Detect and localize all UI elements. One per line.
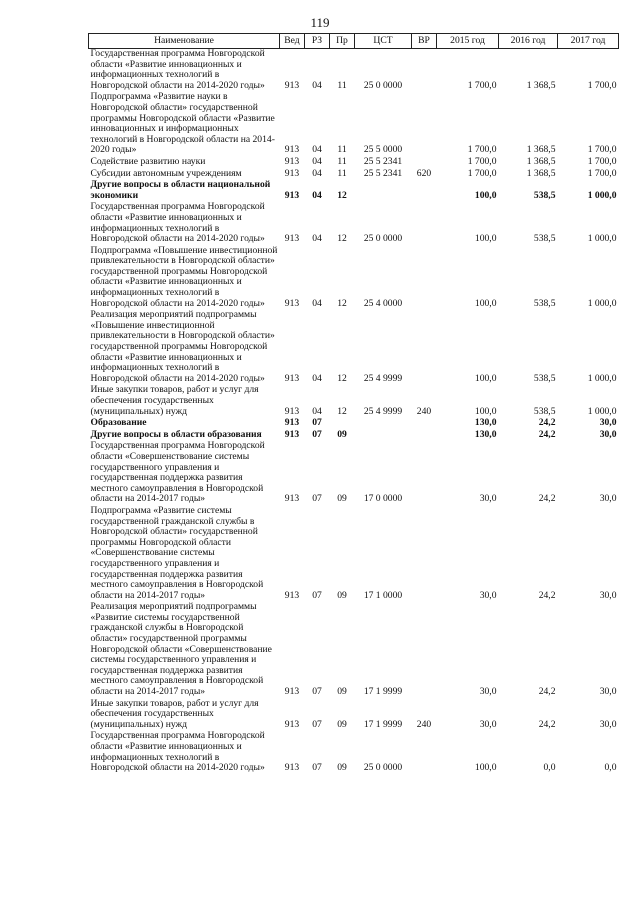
row-pr: 09 xyxy=(337,718,347,730)
row-ved: 913 xyxy=(284,405,300,417)
row-ved: 913 xyxy=(284,417,300,429)
row-2016: 24,2 xyxy=(538,686,556,698)
row-name: Государственная программа Новгородской области «Совершенствование системы государственного управления и государственная поддержка развития местного самоуправления в Новгородской области на 2014-2017 годы» xyxy=(90,440,265,505)
header-rz: РЗ xyxy=(305,34,330,49)
row-rz: 07 xyxy=(312,428,322,440)
header-name: Наименование xyxy=(89,34,280,49)
row-vr xyxy=(412,180,437,202)
row-2017: 1 000,0 xyxy=(587,233,617,245)
row-ved: 913 xyxy=(284,372,300,384)
row-ved: 913 xyxy=(284,155,300,167)
row-cst: 17 0 0000 xyxy=(363,493,403,505)
row-2015: 30,0 xyxy=(479,686,497,698)
table-row xyxy=(89,49,619,93)
row-name: Содействие развитию науки xyxy=(90,155,206,167)
row-ved: 913 xyxy=(284,686,300,698)
row-pr: 12 xyxy=(337,372,347,384)
row-2016: 1 368,5 xyxy=(526,144,556,156)
row-pr: 09 xyxy=(337,686,347,698)
header-pr: Пр xyxy=(330,34,355,49)
row-vr xyxy=(412,157,437,169)
row-name: Подпрограмма «Развитие системы государственной гражданской службы в Новгородской области» государственной программы Новгородской области «Совершенствование системы государственного управления и государственная поддержка развития местного самоуправления в Новгородской области на 2014-2017 годы» xyxy=(90,504,264,601)
row-pr: 09 xyxy=(337,428,347,440)
row-cst: 25 0 0000 xyxy=(363,233,403,245)
row-2015: 30,0 xyxy=(479,493,497,505)
row-vr: 240 xyxy=(416,718,432,730)
row-2015: 1 700,0 xyxy=(467,155,497,167)
row-vr xyxy=(412,441,437,506)
row-2016: 1 368,5 xyxy=(526,155,556,167)
row-name: Реализация мероприятий подпрограммы «Повышение инвестиционной привлекательности в Новгородской области» государственной программы Новгородской области «Развитие инновационных и информационных технологий в Новгородской области на 2014-2020 годы» xyxy=(90,309,275,384)
row-2017: 1 700,0 xyxy=(587,167,617,179)
row-rz: 04 xyxy=(312,405,322,417)
row-2015: 100,0 xyxy=(474,372,497,384)
header-vr: ВР xyxy=(412,34,437,49)
row-cst: 25 4 9999 xyxy=(363,405,403,417)
row-cst xyxy=(355,430,412,442)
row-vr: 620 xyxy=(416,167,432,179)
row-2016: 24,2 xyxy=(538,417,556,429)
row-vr xyxy=(412,430,437,442)
row-2015: 1 700,0 xyxy=(467,167,497,179)
row-rz: 04 xyxy=(312,144,322,156)
row-2016: 538,5 xyxy=(533,189,556,201)
row-2016: 1 368,5 xyxy=(526,167,556,179)
row-cst: 25 4 0000 xyxy=(363,297,403,309)
row-name: Подпрограмма «Развитие науки в Новгородской области» государственной программы Новгородской области «Развитие инновационных и информационных технологий в Новгородской области на 2014-2020 годы» xyxy=(90,91,275,156)
row-pr: 12 xyxy=(337,189,347,201)
row-name: Другие вопросы в области образования xyxy=(90,428,262,440)
row-2016: 24,2 xyxy=(538,493,556,505)
row-2015: 130,0 xyxy=(474,428,497,440)
row-2017: 30,0 xyxy=(599,718,617,730)
row-ved: 913 xyxy=(284,144,300,156)
page-number: 119 xyxy=(310,15,330,30)
row-2015: 100,0 xyxy=(474,189,497,201)
row-vr xyxy=(412,731,437,774)
row-ved: 913 xyxy=(284,762,300,774)
row-rz: 07 xyxy=(312,718,322,730)
row-ved: 913 xyxy=(284,493,300,505)
row-pr: 09 xyxy=(337,493,347,505)
row-2015: 100,0 xyxy=(474,297,497,309)
table-header-row xyxy=(89,34,619,49)
budget-table xyxy=(88,33,619,775)
row-2016: 538,5 xyxy=(533,405,556,417)
row-pr: 09 xyxy=(337,762,347,774)
row-name: Подпрограмма «Повышение инвестиционной привлекательности в Новгородской области» государственной программы Новгородской области «Развитие инновационных и информационных технологий в Новгородской области на 2014-2020 годы» xyxy=(90,244,278,309)
table-row xyxy=(89,157,619,169)
row-pr: 11 xyxy=(337,155,347,167)
row-cst: 17 1 9999 xyxy=(363,718,403,730)
row-2017: 1 700,0 xyxy=(587,79,617,91)
row-rz: 07 xyxy=(312,493,322,505)
row-rz: 04 xyxy=(312,155,322,167)
row-name: Иные закупки товаров, работ и услуг для обеспечения государственных (муниципальных) нужд xyxy=(90,384,259,417)
row-2016: 24,2 xyxy=(538,589,556,601)
row-2017: 1 000,0 xyxy=(587,405,617,417)
row-2017: 30,0 xyxy=(599,417,617,429)
row-2017: 1 700,0 xyxy=(587,155,617,167)
table-row xyxy=(89,92,619,157)
table-row xyxy=(89,731,619,774)
row-2015: 100,0 xyxy=(474,405,497,417)
row-2015: 130,0 xyxy=(474,417,497,429)
header-2015: 2015 год xyxy=(437,34,499,49)
row-vr xyxy=(412,202,437,245)
row-vr: 240 xyxy=(416,405,432,417)
row-ved: 913 xyxy=(284,189,300,201)
row-2015: 30,0 xyxy=(479,589,497,601)
row-2016: 538,5 xyxy=(533,372,556,384)
row-2017: 1 000,0 xyxy=(587,372,617,384)
row-vr xyxy=(412,246,437,311)
row-rz: 07 xyxy=(312,417,322,429)
header-2016: 2016 год xyxy=(499,34,558,49)
row-2015: 100,0 xyxy=(474,762,497,774)
row-2016: 1 368,5 xyxy=(526,79,556,91)
row-2016: 0,0 xyxy=(543,762,556,774)
row-rz: 04 xyxy=(312,233,322,245)
row-name: Образование xyxy=(90,417,147,429)
row-ved: 913 xyxy=(284,233,300,245)
row-name: Государственная программа Новгородской области «Развитие инновационных и информационных технологий в Новгородской области на 2014-2020 годы» xyxy=(90,48,265,91)
row-2017: 30,0 xyxy=(599,686,617,698)
table-row xyxy=(89,441,619,506)
row-2015: 30,0 xyxy=(479,718,497,730)
row-rz: 04 xyxy=(312,79,322,91)
row-cst: 25 0 0000 xyxy=(363,762,403,774)
row-2017: 0,0 xyxy=(604,762,617,774)
row-2017: 30,0 xyxy=(599,493,617,505)
row-ved: 913 xyxy=(284,718,300,730)
row-pr: 11 xyxy=(337,167,347,179)
row-vr xyxy=(412,602,437,698)
row-cst xyxy=(355,180,412,202)
table-row xyxy=(89,246,619,311)
row-name: Государственная программа Новгородской области «Развитие инновационных и информационных технологий в Новгородской области на 2014-2020 годы» xyxy=(90,730,265,774)
row-2015: 100,0 xyxy=(474,233,497,245)
row-rz: 04 xyxy=(312,372,322,384)
table-row xyxy=(89,310,619,385)
row-ved: 913 xyxy=(284,167,300,179)
row-name: Субсидии автономным учреждениям xyxy=(90,167,242,179)
row-name: Государственная программа Новгородской области «Развитие инновационных и информационных технологий в Новгородской области на 2014-2020 годы» xyxy=(90,201,265,245)
row-cst xyxy=(355,418,412,430)
row-pr: 12 xyxy=(337,233,347,245)
row-cst: 17 1 9999 xyxy=(363,686,403,698)
row-2016: 24,2 xyxy=(538,428,556,440)
row-vr xyxy=(412,506,437,602)
row-rz: 04 xyxy=(312,167,322,179)
row-rz: 07 xyxy=(312,686,322,698)
table-row xyxy=(89,202,619,245)
row-name: Иные закупки товаров, работ и услуг для обеспечения государственных (муниципальных) нужд xyxy=(90,697,259,730)
row-rz: 04 xyxy=(312,189,322,201)
row-pr: 09 xyxy=(337,589,347,601)
row-vr xyxy=(412,310,437,385)
row-vr xyxy=(412,49,437,93)
row-pr: 11 xyxy=(337,144,347,156)
row-name: Реализация мероприятий подпрограммы «Развитие системы государственной гражданской службы в Новгородской области» государственной программы Новгородской области «Совершенствование системы государственного управления и государственная поддержка развития местного самоуправления в Новгородской области на 2014-2017 годы» xyxy=(90,601,272,698)
row-ved: 913 xyxy=(284,297,300,309)
row-2017: 1 000,0 xyxy=(587,297,617,309)
row-rz: 07 xyxy=(312,762,322,774)
row-cst: 25 5 2341 xyxy=(363,167,403,179)
row-cst: 25 0 0000 xyxy=(363,79,403,91)
row-pr: 11 xyxy=(337,79,347,91)
row-2016: 538,5 xyxy=(533,297,556,309)
table-row xyxy=(89,506,619,602)
row-pr: 12 xyxy=(337,405,347,417)
row-2017: 30,0 xyxy=(599,428,617,440)
header-ved: Вед xyxy=(280,34,305,49)
row-ved: 913 xyxy=(284,79,300,91)
row-ved: 913 xyxy=(284,589,300,601)
row-name: Другие вопросы в области национальной экономики xyxy=(90,179,271,201)
row-2015: 1 700,0 xyxy=(467,79,497,91)
row-cst: 25 5 2341 xyxy=(363,155,403,167)
table-row xyxy=(89,385,619,418)
table-row xyxy=(89,699,619,732)
row-vr xyxy=(412,418,437,430)
row-2016: 538,5 xyxy=(533,233,556,245)
row-rz: 04 xyxy=(312,297,322,309)
row-cst: 25 4 9999 xyxy=(363,372,403,384)
row-2015: 1 700,0 xyxy=(467,144,497,156)
table-row xyxy=(89,602,619,698)
header-cst: ЦСТ xyxy=(355,34,412,49)
row-rz: 07 xyxy=(312,589,322,601)
row-2016: 24,2 xyxy=(538,718,556,730)
row-pr: 12 xyxy=(337,297,347,309)
row-2017: 30,0 xyxy=(599,589,617,601)
row-cst: 17 1 0000 xyxy=(363,589,403,601)
header-2017: 2017 год xyxy=(558,34,619,49)
row-2017: 1 000,0 xyxy=(587,189,617,201)
table-row xyxy=(89,180,619,202)
row-2017: 1 700,0 xyxy=(587,144,617,156)
row-ved: 913 xyxy=(284,428,300,440)
row-vr xyxy=(412,92,437,157)
row-cst: 25 5 0000 xyxy=(363,144,403,156)
